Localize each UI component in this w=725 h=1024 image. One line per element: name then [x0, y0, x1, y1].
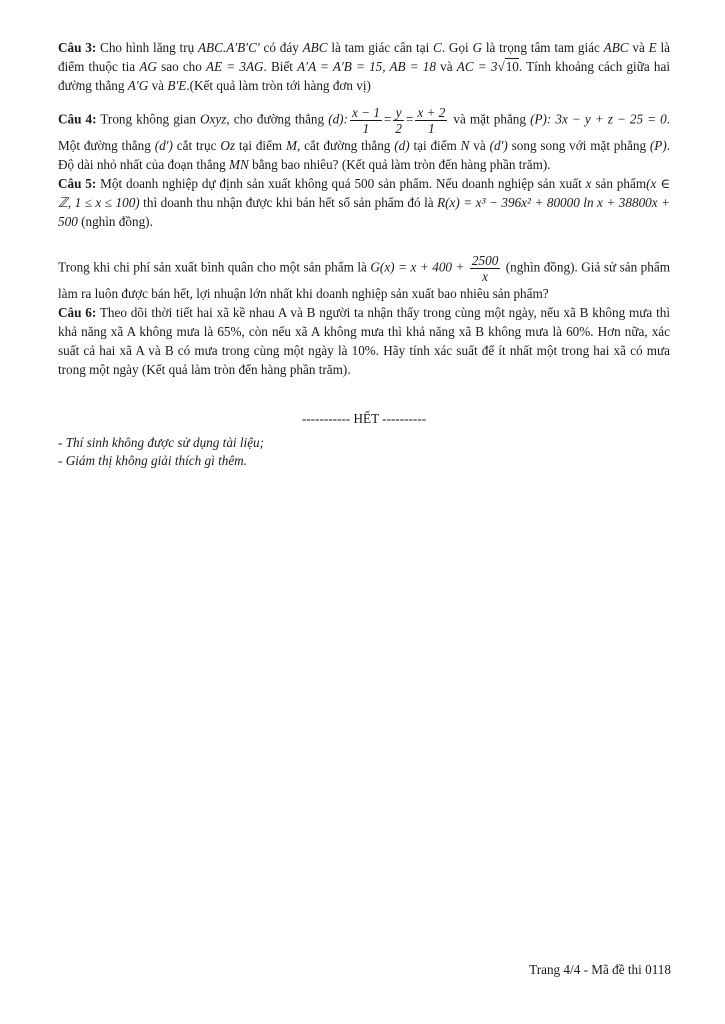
- math: AG: [139, 59, 157, 74]
- math: G: [472, 40, 483, 55]
- question-label: Câu 5:: [58, 176, 97, 191]
- question-5: [58, 174, 670, 231]
- question-text: sao cho: [156, 59, 207, 74]
- math: ABC.A′B′C′: [197, 40, 260, 55]
- fraction-num: x + 2: [417, 105, 446, 120]
- math: Oxyz: [200, 111, 227, 127]
- question-label: Câu 4:: [58, 111, 97, 127]
- fraction: [350, 105, 382, 136]
- math: AE = 3AG: [206, 59, 264, 74]
- question-text: và: [469, 138, 490, 153]
- question-text: . Một đường thẳng: [58, 111, 671, 153]
- question-text: . Biết: [263, 59, 298, 74]
- math: R(x) = x³ − 396x² + 80000 ln x + 38800x + 500: [58, 195, 671, 229]
- question-4: Câu 4: Trong không gian Oxyz, cho đường thẳng (d): $\frac{x - 1}{1}$ = $\frac{y}{2}$ = $\frac{x + 2}{1}$ và mặt phẳng (P): 3x − y + z − 25 = 0. Một đường thẳng (d′) cắt trục Oz tại điểm M, cắt đường thẳng (d) tại điểm N và (d′) song song với mặt phẳng (P). Độ dài nhỏ nhất của đoạn thẳng MN bằng bao nhiêu? (Kết quả làm tròn đến hàng phần trăm).: [58, 105, 671, 172]
- question-text: là trọng tâm tam giác: [482, 40, 604, 55]
- question-text: Một doanh nghiệp dự định sản xuất không quá 500 sản phẩm. Nếu doanh nghiệp sản xuất: [96, 176, 586, 191]
- question-text: và: [436, 59, 457, 74]
- math: B′E: [167, 78, 187, 93]
- question-text: . Tính khoảng cách giữa hai đường thẳng: [58, 59, 670, 93]
- question-text: (nghìn đồng).: [77, 214, 153, 229]
- question-text: và: [628, 40, 649, 55]
- question-text: thì doanh thu nhận được khi bán hết số sản phẩm đó là: [139, 195, 438, 210]
- page-footer: Trang 4/4 - Mã đề thi 0118: [529, 962, 671, 977]
- math: G(x) = x + 400 +: [370, 259, 468, 275]
- math: ABC: [302, 40, 328, 55]
- math: C: [433, 40, 442, 55]
- question-text: và: [148, 78, 168, 93]
- question-6: [58, 303, 670, 379]
- question-5-continued: [58, 253, 670, 303]
- question-text: tại điểm: [234, 138, 287, 153]
- math: N: [460, 138, 470, 153]
- math: (d′): [154, 138, 173, 153]
- question-text: Trong khi chi phí sản xuất bình quân cho một sản phẩm là: [58, 259, 371, 275]
- math: ABC: [603, 40, 629, 55]
- math: (d′): [489, 138, 508, 153]
- end-marker: ----------- HẾT ----------: [301, 411, 427, 426]
- question-text: tại điểm: [409, 138, 461, 153]
- exam-page: [58, 38, 670, 470]
- question-label: Câu 3:: [58, 40, 97, 55]
- math: (d): [394, 138, 410, 153]
- math: x: [585, 176, 592, 191]
- fraction: [393, 105, 404, 136]
- math: E: [648, 40, 657, 55]
- fraction: [415, 105, 447, 136]
- question-label: Câu 6:: [58, 305, 97, 320]
- question-text: . Gọi: [441, 40, 473, 55]
- question-text: sản phẩm: [591, 176, 647, 191]
- fraction-den: 1: [362, 121, 370, 136]
- question-text: , cho đường thẳng: [226, 111, 329, 127]
- math: (P): 3x − y + z − 25 = 0: [530, 111, 667, 127]
- fraction: [470, 253, 500, 284]
- fraction-num: 2500: [471, 253, 499, 268]
- math-sqrt: 10: [505, 59, 519, 74]
- question-text: Theo dõi thời tiết hai xã kề nhau A và B người ta nhận thấy trong cùng một ngày, nếu xã B không mưa thì khả năng xã A không mưa là 65%, còn nếu xã A không mưa thì khả năng xã B không mưa là 60%. Hơn nữa, xác suất cả hai xã A và B có mưa trong cùng một ngày là 10%. Hãy tính xác suất để ít nhất một trong hai xã có mưa trong một ngày (Kết quả làm tròn đến hàng phần trăm).: [58, 305, 670, 377]
- question-text: , cắt đường thẳng: [297, 138, 395, 153]
- question-text: cắt trục: [172, 138, 221, 153]
- math: AC = 3: [456, 59, 498, 74]
- math: Oz: [220, 138, 235, 153]
- math: (x ∈ ℤ, 1 ≤ x ≤ 100): [58, 176, 670, 210]
- question-text: bằng bao nhiêu? (Kết quả làm tròn đến hàng phần trăm).: [248, 157, 551, 172]
- math: MN: [229, 157, 249, 172]
- math: A′G: [127, 78, 149, 93]
- fraction-num: y: [393, 105, 404, 121]
- fraction-den: 1: [428, 121, 435, 136]
- exam-notes: [58, 434, 670, 470]
- question-text: Cho hình lăng trụ: [96, 40, 198, 55]
- question-3: Câu 3: Cho hình lăng trụ ABC.A′B′C′ có đáy ABC là tam giác cân tại C. Gọi G là trọng tâm tam giác ABC và E là điểm thuộc tia AG sao cho AE = 3AG. Biết A′A = A′B = 15, AB = 18 và AC = 3√10. Tính khoảng cách giữa hai đường thẳng A′G và B′E.(Kết quả làm tròn tới hàng đơn vị): [58, 40, 670, 93]
- fraction-num: x − 1: [351, 105, 380, 120]
- note-line: - Thí sinh không được sử dụng tài liệu;: [58, 435, 265, 450]
- question-text: (nghìn đồng). Giả sử sản phẩm làm ra luôn được bán hết, lợi nhuận lớn nhất khi doanh nghiệp sản xuất bao nhiêu sản phẩm?: [58, 259, 670, 301]
- math: A′A = A′B = 15, AB = 18: [297, 59, 436, 74]
- question-text: song song với mặt phẳng: [507, 138, 650, 153]
- math: (P): [649, 138, 667, 153]
- note-line: - Giám thị không giải thích gì thêm.: [58, 453, 247, 468]
- fraction-den: x: [482, 269, 489, 284]
- question-text: . Độ dài nhỏ nhất của đoạn thẳng: [58, 138, 671, 172]
- fraction-den: 2: [395, 121, 402, 136]
- question-text: là tam giác cân tại: [327, 40, 434, 55]
- question-text: và mặt phẳng: [449, 111, 531, 127]
- question-text: là điểm thuộc tia: [58, 40, 670, 74]
- question-text: .(Kết quả làm tròn tới hàng đơn vị): [186, 78, 371, 93]
- math: M: [286, 138, 298, 153]
- math: (d):: [328, 111, 348, 127]
- question-text: có đáy: [259, 40, 303, 55]
- question-text: Trong không gian: [96, 111, 200, 127]
